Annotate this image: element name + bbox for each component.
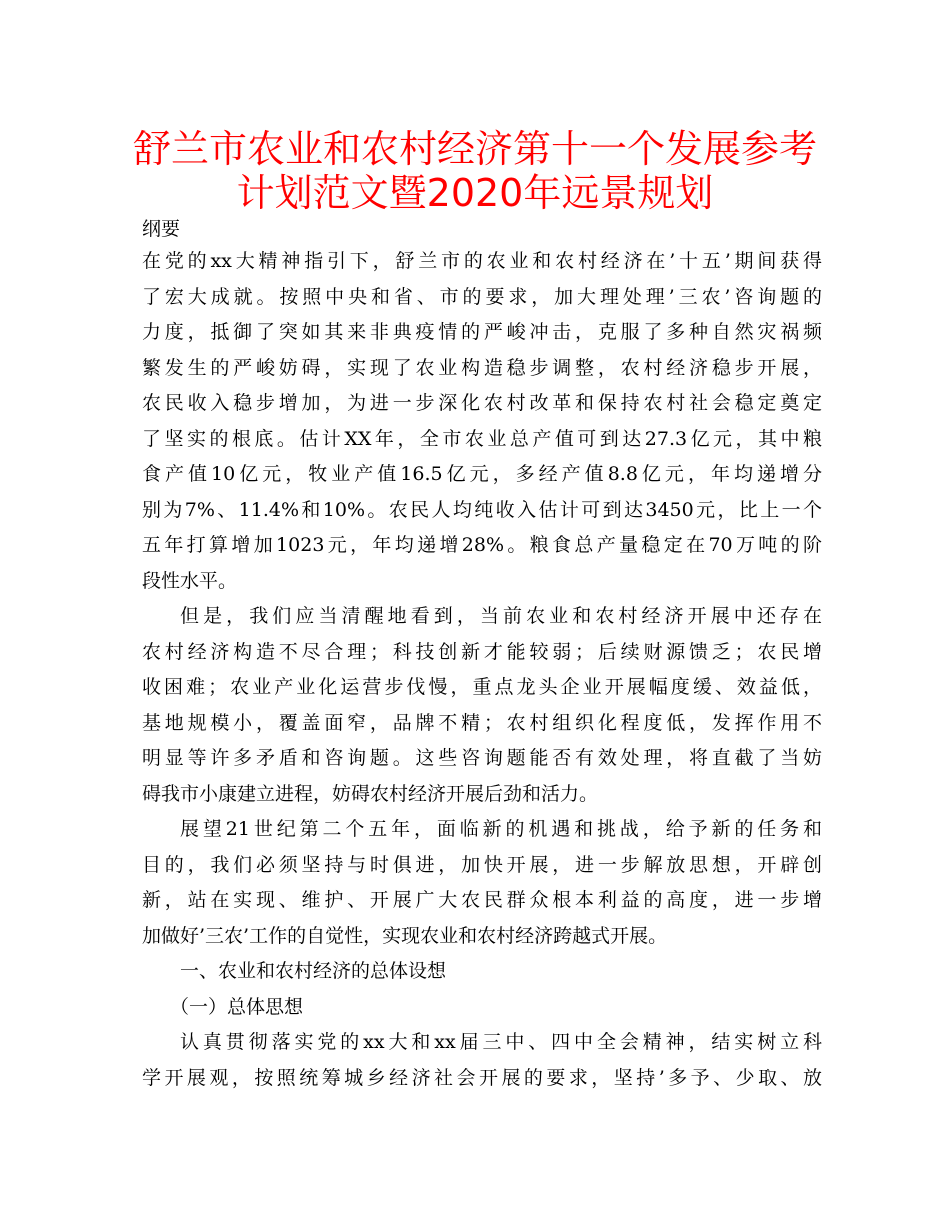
- text-line: 农民收入稳步增加，为进一步深化农村改革和保持农村社会稳定奠定: [142, 392, 822, 414]
- text-line: 但是，我们应当清醒地看到，当前农业和农村经济开展中还存在: [180, 605, 822, 627]
- text-line: 基地规模小，覆盖面窄，品牌不精；农村组织化程度低，发挥作用不: [142, 711, 822, 734]
- text-line: 段性水平。: [142, 569, 238, 592]
- paragraph-4: [142, 1025, 822, 1096]
- text-line: 碍我市小康建立进程，妨碍农村经济开展后劲和活力。: [142, 782, 599, 805]
- text-line: 了宏大成就。按照中央和省、市的要求，加大理处理’三农’咨询题的: [142, 285, 822, 308]
- text-line: 了坚实的根底。估计XX年，全市农业总产值可到达27.3亿元，其中粮: [142, 427, 822, 450]
- text-line: 食产值10亿元，牧业产值16.5亿元，多经产值8.8亿元，年均递增分: [142, 463, 822, 485]
- text-line: 农村经济构造不尽合理；科技创新才能较弱；后续财源馈乏；农民增: [142, 640, 822, 663]
- paragraph-3: [142, 812, 822, 954]
- section-heading: [142, 954, 822, 990]
- text-line: （一）总体思想: [170, 995, 304, 1018]
- outline-label: 纲要: [142, 218, 181, 240]
- text-line: 别为7%、11.4%和10%。农民人均纯收入估计可到达3450元，比上一个: [142, 498, 822, 521]
- text-line: 在党的xx大精神指引下，舒兰市的农业和农村经济在’十五’期间获得: [142, 250, 822, 272]
- text-line: 目的，我们必须坚持与时俱进，加快开展，进一步解放思想，开辟创: [142, 853, 822, 876]
- text-line: 加做好’三农’工作的自觉性，实现农业和农村经济跨越式开展。: [142, 924, 668, 947]
- text-line: 五年打算增加1023元，年均递增28%。粮食总产量稳定在70万吨的阶: [142, 534, 822, 556]
- document-title-line-1: 舒兰市农业和农村经济第十一个发展参考: [132, 127, 817, 171]
- subsection-heading: [142, 990, 822, 1026]
- text-line: 认真贯彻落实党的xx大和xx届三中、四中全会精神，结实树立科: [180, 1031, 822, 1053]
- text-line: 新，站在实现、维护、开展广大农民群众根本利益的高度，进一步增: [142, 889, 822, 911]
- text-line: 学开展观，按照统筹城乡经济社会开展的要求，坚持’多予、少取、放: [142, 1066, 822, 1089]
- text-line: 一、农业和农村经济的总体设想: [180, 960, 447, 982]
- document-body: [142, 244, 822, 1096]
- paragraph-1: [142, 244, 822, 599]
- document-title-line-2: 计划范文暨2020年远景规划: [236, 171, 714, 215]
- text-line: 收困难；农业产业化运营步伐慢，重点龙头企业开展幅度缓、效益低，: [142, 676, 822, 698]
- text-line: 繁发生的严峻妨碍，实现了农业构造稳步调整，农村经济稳步开展，: [142, 356, 822, 379]
- text-line: 力度，抵御了突如其来非典疫情的严峻冲击，克服了多种自然灾祸频: [142, 321, 822, 343]
- text-line: 展望21世纪第二个五年，面临新的机遇和挑战，给予新的任务和: [180, 818, 822, 840]
- text-line: 明显等许多矛盾和咨询题。这些咨询题能否有效处理，将直截了当妨: [142, 747, 822, 769]
- paragraph-2: [142, 599, 822, 812]
